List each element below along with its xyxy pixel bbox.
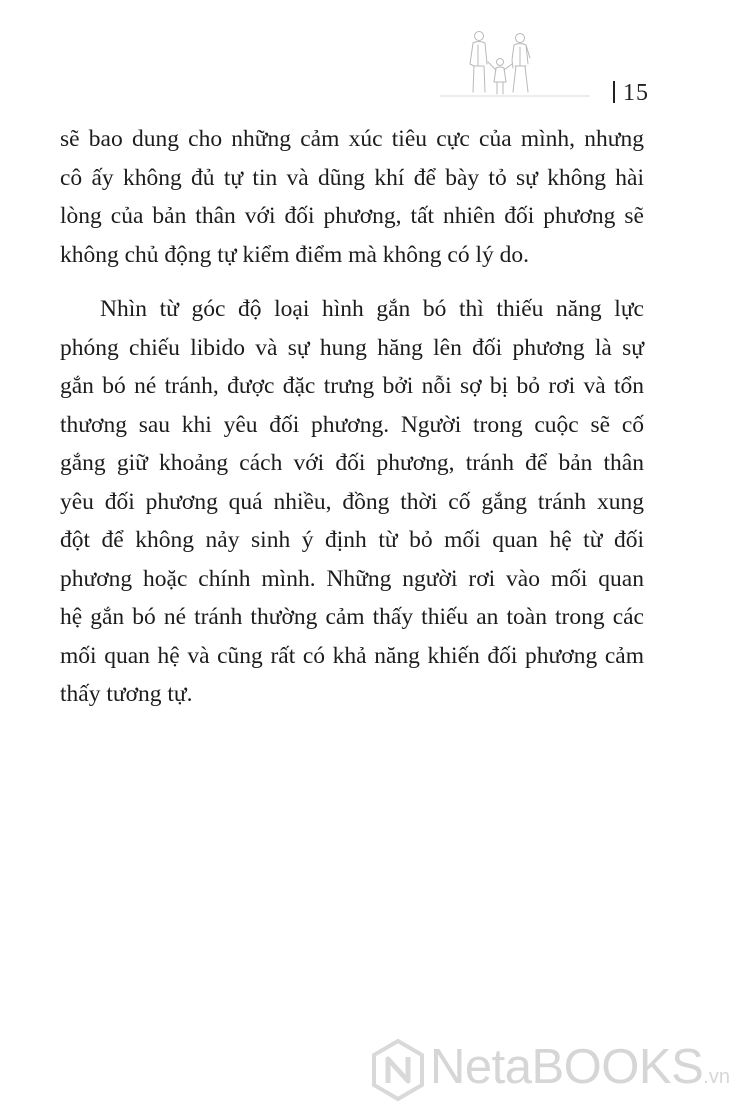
page-number-divider [613,81,615,103]
text-line: gắng giữ khoảng cách với đối phương, tránh để bản thân [60,450,644,476]
page-number [613,80,649,107]
watermark-suffix: .vn [703,1066,730,1088]
text-line: phóng chiếu libido và sự hung hăng lên đối phương là sự [60,334,644,361]
family-illustration [440,26,590,102]
text-line: gắn bó né tránh, được đặc trưng bởi nỗi sợ bị bỏ rơi và tổn [60,373,644,399]
text-line: lòng của bản thân với đối phương, tất nhiên đối phương sẽ [60,203,644,229]
text-line: không chủ động tự kiểm điểm mà không có lý do. [60,241,529,268]
body-text [60,120,644,714]
paragraph-gap [60,274,644,290]
text-line: yêu đối phương quá nhiều, đồng thời cố gắng tránh xung [60,488,644,515]
text-line: cô ấy không đủ tự tin và dũng khí để bày tỏ sự không hài [60,164,644,191]
text-line: đột để không nảy sinh ý định từ bỏ mối quan hệ từ đối [60,527,644,553]
page-number-value: 15 [623,80,649,106]
text-line: thấy tương tự. [60,681,193,707]
text-line: hệ gắn bó né tránh thường cảm thấy thiếu an toàn trong các [60,604,644,630]
text-line: sẽ bao dung cho những cảm xúc tiêu cực của mình, nhưng [60,126,644,152]
watermark-wordmark [430,1039,730,1095]
text-line: thương sau khi yêu đối phương. Người trong cuộc sẽ cố [60,411,644,438]
text-line: Nhìn từ góc độ loại hình gắn bó thì thiếu năng lực [100,296,644,322]
netabooks-hexagon-icon [374,1041,422,1099]
text-line: phương hoặc chính mình. Những người rơi vào mối quan [60,565,644,592]
watermark-brand: NetaBOOKS [430,1040,704,1094]
text-line: mối quan hệ và cũng rất có khả năng khiến đối phương cảm [60,642,644,669]
